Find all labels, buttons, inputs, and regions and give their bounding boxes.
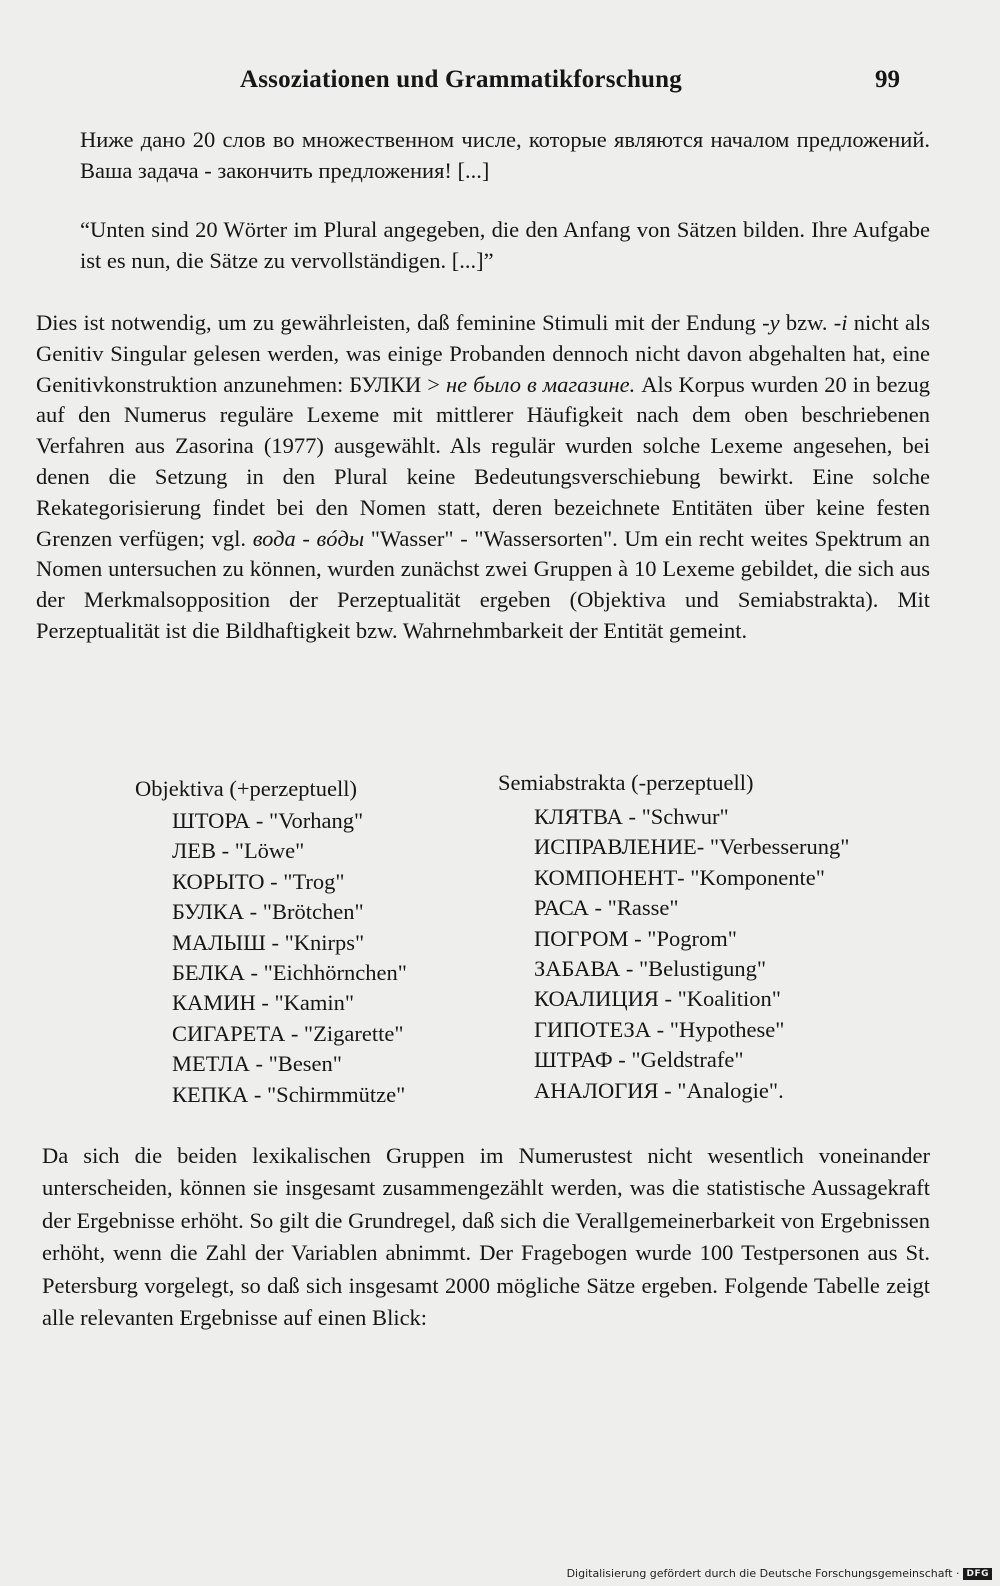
quote-russian: Ниже дано 20 слов во множественном числе, которые являются началом предложений. Ваша задача - закончить предложения! [...] (80, 127, 930, 183)
para1-text-3: nicht als Genitiv Singular gelesen werden, was einige Probanden dennoch nicht davon abgehalten hat, eine Genitivkonstruktion anzunehmen: БУЛКИ > (36, 310, 930, 397)
list-item: КОРЫТО - "Trog" (172, 868, 345, 894)
semiabstrakta-heading: Semiabstrakta (-perzeptuell) (498, 770, 754, 795)
list-item: КОМПОНЕНТ- "Komponente" (534, 864, 825, 890)
paragraph-method (36, 308, 930, 647)
list-item: РАСА - "Rasse" (534, 895, 679, 921)
list-item: ПОГРОМ - "Pogrom" (534, 925, 737, 951)
list-item: КАМИН - "Kamin" (172, 990, 355, 1016)
list-item: ШТОРА - "Vorhang" (172, 808, 364, 833)
list-item: МАЛЫШ - "Knirps" (172, 929, 365, 955)
list-item: ШТРАФ - "Geldstrafe" (534, 1047, 744, 1073)
quote-german: “Unten sind 20 Wörter im Plural angegeben, die den Anfang von Sätzen bilden. Ihre Aufgabe ist es nun, die Sätze zu vervollständigen. [...]” (80, 217, 930, 273)
para1-text-1: Dies ist notwendig, um zu gewährleisten, daß feminine Stimuli mit der Endung (36, 310, 763, 335)
list-item: КОАЛИЦИЯ - "Koalition" (534, 986, 781, 1012)
ending-i: -i (833, 310, 848, 335)
list-item: КЕПКА - "Schirmmütze" (172, 1081, 406, 1107)
dfg-logo-icon: DFG (963, 1568, 992, 1580)
para1-text-5: "Wasser" - "Wassersorten". Um ein recht weites Spektrum an Nomen untersuchen zu können, wurden zunächst zwei Gruppen à 10 Lexeme gebildet, die sich aus der Merkmalsopposition der Perzeptualität ergeben (Objektiva und Semiabstrakta). Mit Perzeptualität ist die Bildhaftigkeit bzw. Wahrnehmbarkeit der Entität gemeint. (36, 525, 930, 643)
list-item: БУЛКА - "Brötchen" (172, 899, 364, 925)
ending-y: -y (762, 310, 780, 335)
list-item: МЕТЛА - "Besen" (172, 1051, 342, 1077)
list-item: ЗАБАВА - "Belustigung" (534, 956, 767, 982)
list-item: КЛЯТВА - "Schwur" (534, 804, 729, 829)
para1-text-4: Als Korpus wurden 20 in bezug auf den Numerus reguläre Lexeme mit mittlerer Häufigkeit nach dem oben beschriebenen Verfahren aus Zasorina (1977) ausgewählt. Als regulär wurden solche Lexeme angesehen, bei denen die Setzung in den Plural keine Bedeutungsverschiebung bewirkt. Eine solche Rekategorisierung findet bei den Nomen statt, deren bezeichnete Entitäten über keine festen Grenzen verfügen; vgl. (36, 371, 930, 551)
page-number: 99 (875, 66, 900, 93)
list-item: ЛЕВ - "Löwe" (172, 838, 305, 864)
objektiva-heading: Objektiva (+perzeptuell) (135, 776, 357, 801)
page-header (0, 66, 1000, 106)
semiabstrakta-list (534, 802, 849, 1106)
list-item: АНАЛОГИЯ - "Analogie". (534, 1077, 784, 1103)
para1-text-2: bzw. (779, 310, 834, 335)
list-item: БЕЛКА - "Eichhörnchen" (172, 960, 407, 986)
voda-example: вода - вóды (252, 525, 365, 551)
running-title: Assoziationen und Grammatikforschung (240, 66, 682, 93)
list-item: ИСПРАВЛЕНИЕ- "Verbesserung" (534, 834, 850, 860)
list-item: СИГАРЕТА - "Zigarette" (172, 1020, 404, 1046)
genitive-example: не было в магазине. (445, 371, 636, 397)
footer-text: Digitalisierung gefördert durch die Deutsche Forschungsgemeinschaft · (566, 1567, 960, 1580)
objektiva-list (172, 806, 407, 1110)
digitization-footer (567, 1567, 992, 1580)
list-item: ГИПОТЕЗА - "Hypothese" (534, 1016, 785, 1042)
paragraph-results: Da sich die beiden lexikalischen Gruppen im Numerustest nicht wesentlich voneinander unterscheiden, können sie insgesamt zusammengezählt werden, was die statistische Aussagekraft der Ergebnisse erhöht. So gilt die Grundregel, daß sich die Verallgemeinerbarkeit von Ergebnissen erhöht, wenn die Zahl der Variablen abnimmt. Der Fragebogen wurde 100 Testpersonen aus St. Petersburg vorgelegt, so daß sich insgesamt 2000 mögliche Sätze ergeben. Folgende Tabelle zeigt alle relevanten Ergebnisse auf einen Blick: (42, 1143, 930, 1331)
